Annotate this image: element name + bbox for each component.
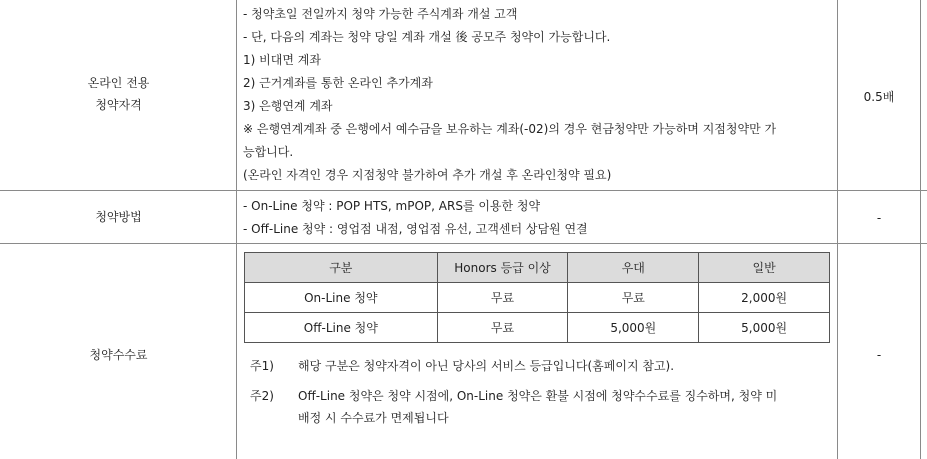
row-divider bbox=[0, 190, 927, 191]
eligibility-line: 3) 은행연계 계좌 bbox=[243, 99, 333, 113]
eligibility-line: 능합니다. bbox=[243, 145, 294, 159]
fee-note-text: 배정 시 수수료가 면제됩니다 bbox=[298, 411, 449, 425]
fee-header-cell: 일반 bbox=[699, 253, 830, 283]
fee-cell: 무료 bbox=[437, 283, 568, 313]
fee-cell: 무료 bbox=[568, 283, 699, 313]
method-value: - bbox=[876, 211, 882, 225]
fee-header-cell: 우대 bbox=[568, 253, 699, 283]
fee-note-text: 해당 구분은 청약자격이 아닌 당사의 서비스 등급입니다(홈페이지 참고). bbox=[298, 359, 675, 373]
fee-header-cell: 구분 bbox=[245, 253, 438, 283]
eligibility-line: - 청약초일 전일까지 청약 가능한 주식계좌 개설 고객 bbox=[243, 7, 518, 21]
fee-note-text: Off-Line 청약은 청약 시점에, On-Line 청약은 환불 시점에 청약수수료를 징수하며, 청약 미 bbox=[298, 389, 778, 403]
table-row bbox=[245, 283, 830, 313]
eligibility-label-line: 온라인 전용 bbox=[87, 76, 150, 90]
column-divider bbox=[920, 0, 921, 459]
eligibility-value: 0.5배 bbox=[863, 90, 895, 104]
fee-table-header-row bbox=[245, 253, 830, 283]
eligibility-line: 1) 비대면 계좌 bbox=[243, 53, 321, 67]
fee-cell: 무료 bbox=[437, 313, 568, 343]
fee-table bbox=[244, 252, 830, 343]
method-label: 청약방법 bbox=[95, 210, 142, 224]
fee-header-cell: Honors 등급 이상 bbox=[437, 253, 568, 283]
fee-cell: 5,000원 bbox=[568, 313, 699, 343]
fee-cell: 5,000원 bbox=[699, 313, 830, 343]
fee-label: 청약수수료 bbox=[89, 348, 148, 362]
fee-value: - bbox=[876, 348, 882, 362]
fee-cell: Off-Line 청약 bbox=[245, 313, 438, 343]
fee-cell: On-Line 청약 bbox=[245, 283, 438, 313]
method-line: - Off-Line 청약 : 영업점 내점, 영업점 유선, 고객센터 상담원 연결 bbox=[243, 222, 588, 236]
row-divider bbox=[0, 243, 927, 244]
eligibility-label bbox=[0, 72, 237, 116]
method-line: - On-Line 청약 : POP HTS, mPOP, ARS를 이용한 청약 bbox=[243, 199, 541, 213]
fee-note-key: 주1) bbox=[250, 359, 274, 373]
fee-note-key: 주2) bbox=[250, 389, 274, 403]
eligibility-line: 2) 근거계좌를 통한 온라인 추가계좌 bbox=[243, 76, 433, 90]
eligibility-line: (온라인 자격인 경우 지점청약 불가하여 추가 개설 후 온라인청약 필요) bbox=[243, 168, 612, 182]
eligibility-label-line: 청약자격 bbox=[95, 98, 142, 112]
eligibility-line: - 단, 다음의 계좌는 청약 당일 계좌 개설 後 공모주 청약이 가능합니다. bbox=[243, 30, 611, 44]
eligibility-line: ※ 은행연계계좌 중 은행에서 예수금을 보유하는 계좌(-02)의 경우 현금청약만 가능하며 지점청약만 가 bbox=[243, 122, 777, 136]
column-divider bbox=[236, 0, 237, 459]
column-divider bbox=[837, 0, 838, 459]
table-row bbox=[245, 313, 830, 343]
fee-cell: 2,000원 bbox=[699, 283, 830, 313]
